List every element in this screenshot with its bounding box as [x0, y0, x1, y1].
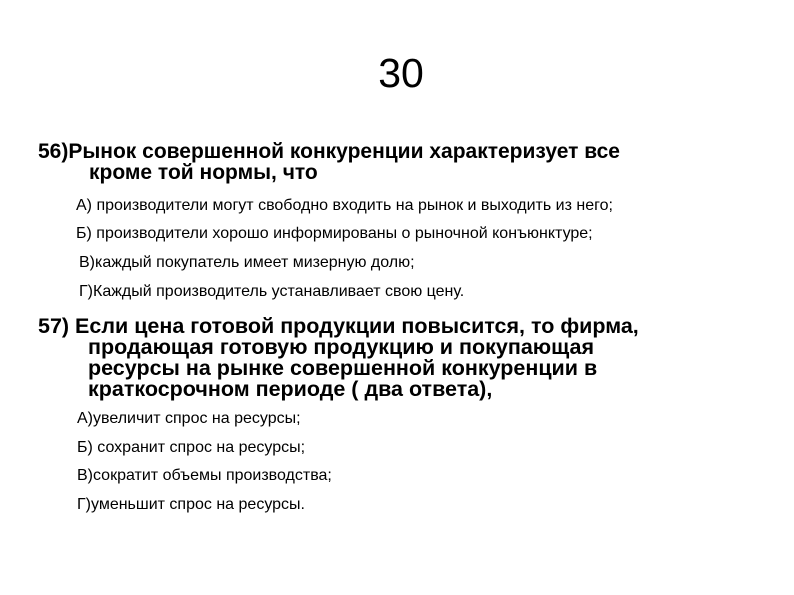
question-56-option-b: Б) производители хорошо информированы о рыночной конъюнктуре;: [76, 225, 593, 242]
question-57-line-2: продающая готовую продукцию и покупающая: [88, 335, 595, 359]
question-56-option-c: В)каждый покупатель имеет мизерную долю;: [79, 254, 415, 271]
question-57-option-a: А)увеличит спрос на ресурсы;: [77, 410, 301, 427]
question-57-line-3: ресурсы на рынке совершенной конкуренции в: [88, 356, 598, 380]
question-57-line-4: краткосрочном периоде ( два ответа),: [88, 377, 493, 401]
question-56-line-2: кроме той нормы, что: [89, 161, 318, 184]
question-57-option-b: Б) сохранит спрос на ресурсы;: [77, 439, 306, 456]
question-57-option-d: Г)уменьшит спрос на ресурсы.: [77, 496, 305, 513]
question-56-option-a: А) производители могут свободно входить на рынок и выходить из него;: [76, 197, 613, 214]
question-56-line-1: 56)Рынок совершенной конкуренции характеризует все: [38, 140, 620, 163]
question-57-option-c: В)сократит объемы производства;: [77, 467, 332, 484]
question-56: [38, 141, 620, 183]
question-57-line-1: 57) Если цена готовой продукции повысится, то фирма,: [38, 314, 639, 338]
slide-title: 30: [378, 50, 424, 96]
question-57: [38, 316, 639, 400]
question-56-option-d: Г)Каждый производитель устанавливает свою цену.: [79, 283, 465, 300]
